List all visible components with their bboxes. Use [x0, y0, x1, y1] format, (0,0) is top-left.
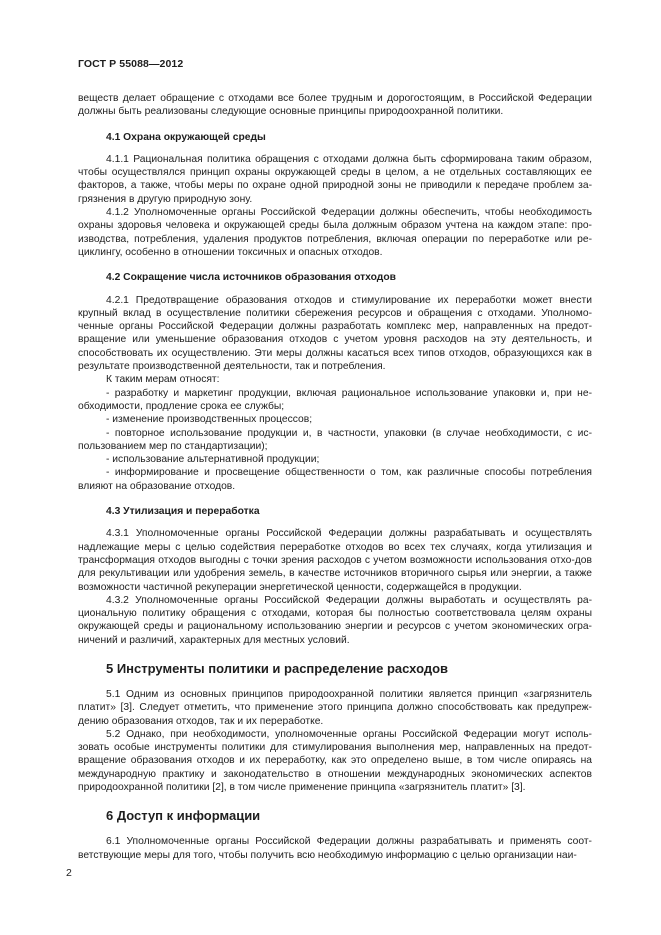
section-heading-6: 6 Доступ к информации — [106, 808, 261, 824]
section-heading-5: 5 Инструменты политики и распределение расходов — [106, 660, 449, 676]
subsection-heading-4-3: 4.3 Утилизация и переработка — [106, 506, 260, 518]
paragraph-4-1-1: 4.1.1 Рациональная политика обращения с отходами должна быть сформирована таким образом, чтобы осуществлялся принцип охраны окружающей среды в целом, а не отдельных составляющих ее факторов, а также, чтобы меры по охране одной природной зоны не приводили к передаче проблем за-грязнения в другую природную зону. — [78, 153, 592, 205]
paragraph-4-3-2: 4.3.2 Уполномоченные органы Российской Федерации должны выработать и осуществлять ра-циональную политику обращения с отходами, которая бы полностью соответствовала целям охраны окружающей среды и рациональному использованию энергии и ресурсов с учетом экономических огра-ничений и различий, характерных для местных условий. — [78, 594, 592, 646]
list-item: - информирование и просвещение общественности о том, как различные способы потребления влияют на образование отходов. — [78, 467, 592, 492]
document-header: ГОСТ Р 55088—2012 — [78, 58, 184, 70]
list-item: - разработку и маркетинг продукции, включая рациональное использование упаковки и, при не-обходимости, продление срока ее службы; — [78, 387, 592, 412]
paragraph-measures-intro: К таким мерам относят: — [106, 374, 220, 386]
subsection-heading-4-1: 4.1 Охрана окружающей среды — [106, 131, 266, 143]
document-body — [78, 92, 592, 862]
paragraph-6-1: 6.1 Уполномоченные органы Российской Федерации должны разрабатывать и применять соот-ветствующие меры для того, чтобы получить всю необходимую информацию с целью организации наи- — [78, 836, 592, 861]
list-item: - изменение производственных процессов; — [106, 414, 313, 426]
paragraph-continuation: веществ делает обращение с отходами все более трудным и дорогостоящим, в Российской Федерации должны быть реализованы следующие основные принципы природоохранной политики. — [78, 93, 592, 118]
paragraph-4-1-2: 4.1.2 Уполномоченные органы Российской Федерации должны обеспечить, чтобы необходимость охраны здоровья человека и окружающей среды была должным образом учтена на каждом этапе: про-изводства, потребления, удаления продуктов потребления, включая операции по переработке или ре-циклингу, особенно в отношении токсичных и опасных отходов. — [78, 207, 592, 258]
paragraph-4-2-1: 4.2.1 Предотвращение образования отходов и стимулирование их переработки может внести крупный вклад в осуществление политики сбережения ресурсов и обращения с отходами. Уполномо-ченные органы Российской Федерации должны разработать комплекс мер, направленных на предот-вращение или уменьшение образования отходов с учетом уровня расходов на эту деятельность, и способствовать их осуществлению. Эти меры должны касаться всех типов отходов, образующихся как в результате производственной деятельности, так и потребления. — [78, 294, 592, 373]
list-item: - использование альтернативной продукции; — [106, 454, 320, 466]
page-number: 2 — [66, 867, 72, 879]
subsection-heading-4-2: 4.2 Сокращение числа источников образования отходов — [106, 272, 396, 284]
paragraph-5-2: 5.2 Однако, при необходимости, уполномоченные органы Российской Федерации могут исполь-зовать особые инструменты политики для стимулирования выполнения мер, направленных на предот-вращение образования отходов и их переработку, как это определено выше, в том числе опираясь на международную практику и законодательство в отношении международных экономических аспектов природоохранной политики [2], в том числе применение принципа «загрязнитель платит» [3]. — [78, 728, 592, 794]
paragraph-5-1: 5.1 Одним из основных принципов природоохранной политики является принцип «загрязнитель платит» [3]. Следует отметить, что применение этого принципа должно способствовать как предупреж-дению образования отходов, так и их переработке. — [78, 688, 592, 727]
list-item: - повторное использование продукции и, в частности, упаковки (в случае необходимости, с ис-пользованием мер по стандартизации); — [78, 427, 592, 452]
paragraph-4-3-1: 4.3.1 Уполномоченные органы Российской Федерации должны разрабатывать и осуществлять надлежащие меры с целью содействия переработке отходов во всех тех случаях, когда утилизация и трансформация отходов выгодны с точки зрения расходов с учетом возможности использования отхо-дов для рекультивации или удобрения земель, в качестве источников вторичного сырья или энергии, а также возможности частичной рекуперации энергетической ценности, содержащейся в продукции. — [78, 528, 592, 593]
